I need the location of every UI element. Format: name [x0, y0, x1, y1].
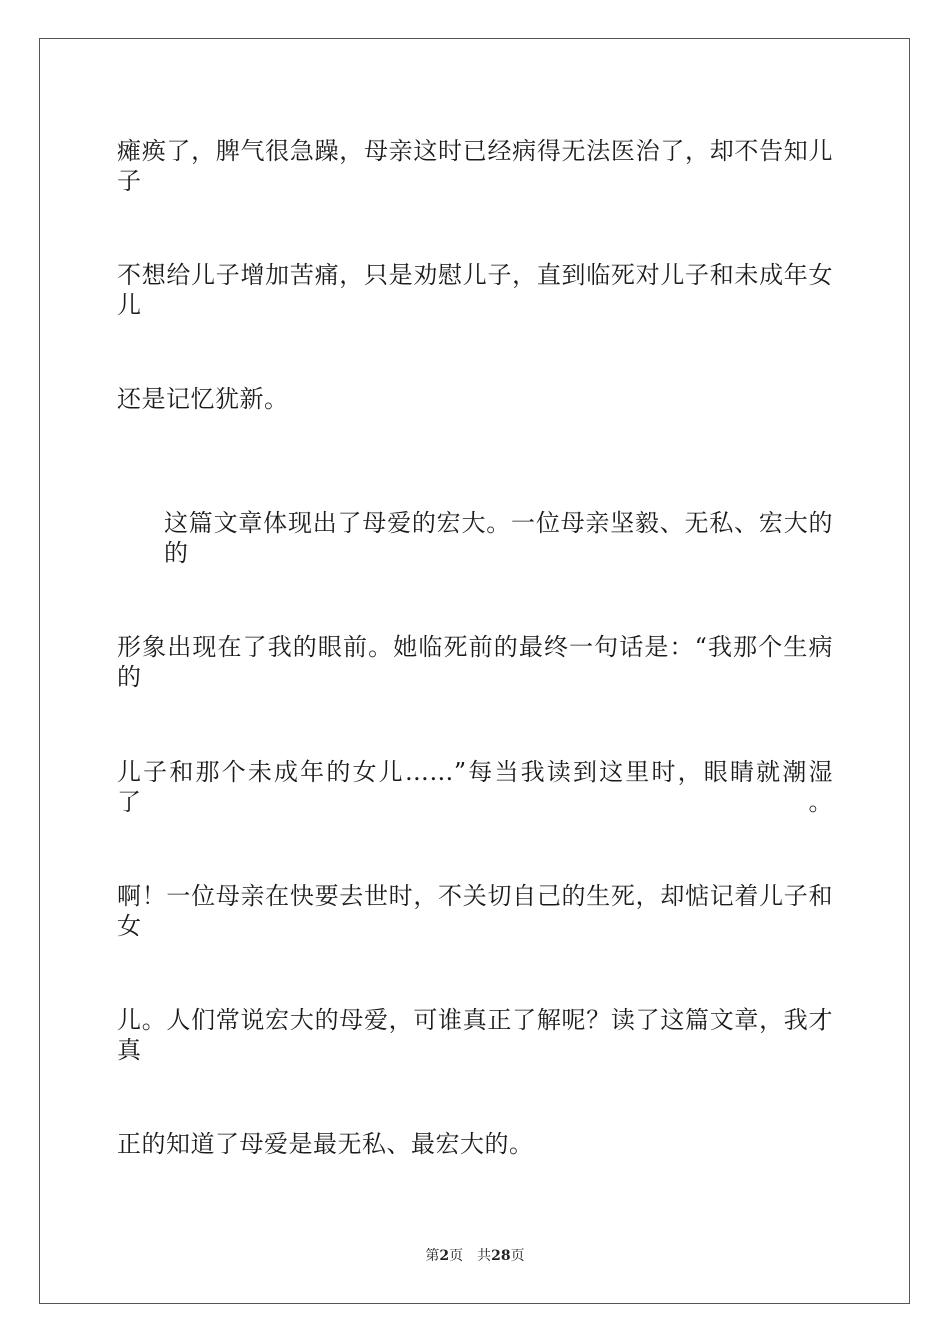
page-prefix: 第	[425, 1248, 440, 1264]
paragraph-line: 儿。人们常说宏大的母爱，可谁真正了解呢？读了这篇文章，我才真	[117, 1006, 833, 1064]
total-prefix: 共	[477, 1248, 492, 1264]
page-suffix: 页	[449, 1248, 464, 1264]
paragraph-line: 正的知道了母爱是最无私、最宏大的。	[117, 1130, 534, 1158]
paragraph-line: 形象出现在了我的眼前。她临死前的最终一句话是：“我那个生病的	[117, 633, 833, 691]
paragraph-line: 瘫痪了，脾气很急躁，母亲这时已经病得无法医治了，却不告知儿子	[117, 137, 833, 195]
page-number: 2	[439, 1248, 450, 1264]
total-pages: 28	[491, 1248, 511, 1264]
paragraph-line: 啊！一位母亲在快要去世时，不关切自己的生死，却惦记着儿子和女	[117, 882, 833, 940]
page-footer	[0, 1246, 950, 1266]
paragraph-line: 这篇文章体现出了母爱的宏大。一位母亲坚毅、无私、宏大的的	[164, 509, 833, 567]
paragraph-line: 儿子和那个未成年的女儿……”每当我读到这里时，眼睛就潮湿了。	[117, 758, 833, 816]
paragraph-line: 还是记忆犹新。	[117, 385, 289, 413]
total-suffix: 页	[510, 1248, 525, 1264]
paragraph-line: 不想给儿子增加苦痛，只是劝慰儿子，直到临死对儿子和未成年女儿	[117, 261, 833, 319]
